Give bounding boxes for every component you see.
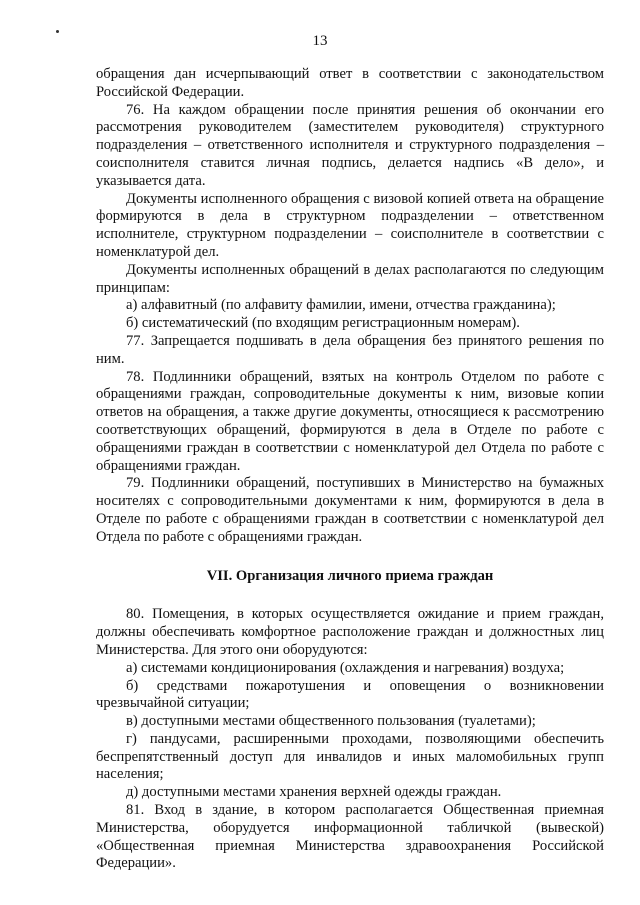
paragraph: 77. Запрещается подшивать в дела обращения без принятого решения по ним. — [96, 332, 604, 367]
paragraph: 80. Помещения, в которых осуществляется ожидание и прием граждан, должны обеспечивать комфортное расположение граждан и должностных лиц Министерства. Для этого они оборудуются: — [96, 606, 604, 658]
paragraph: а) системами кондиционирования (охлаждения и нагревания) воздуха; — [126, 659, 565, 676]
paragraph: г) пандусами, расширенными проходами, позволяющими обеспечить беспрепятственный доступ для инвалидов и иных маломобильных групп населения; — [96, 730, 604, 783]
page-number: 13 — [312, 33, 328, 49]
paragraphs-before — [96, 66, 604, 547]
paragraphs-after — [96, 606, 604, 873]
paragraph: д) доступными местами хранения верхней одежды граждан. — [126, 784, 502, 801]
paragraph: 78. Подлинники обращений, взятых на контроль Отделом по работе с обращениями граждан, сопроводительные документы к ним, визовые копии ответов на обращения, а также другие документы, относящиеся к рассмотрению соответствующих обращений, формируются в дела в Отделе по работе с обращениями граждан в соответствии с номенклатурой дел Отдела по работе с обращениями граждан. — [96, 368, 604, 474]
paragraph: 79. Подлинники обращений, поступивших в Министерство на бумажных носителях с сопроводительными документами к ним, формируются в дела в Отделе по работе с обращениями граждан в соответствии с номенклатурой дел Отдела по работе с обращениями граждан. — [96, 475, 604, 545]
paragraph: 76. На каждом обращении после принятия решения об окончании его рассмотрения руководителем (заместителем руководителя) структурного подразделения – ответственного исполнителя и структурного подразделения – соисполнителя ставится личная подпись, делается надпись «В дело», и указывается дата. — [96, 101, 604, 189]
paragraph: в) доступными местами общественного пользования (туалетами); — [126, 713, 536, 730]
paragraph: обращения дан исчерпывающий ответ в соответствии с законодательством Российской Федерации. — [96, 66, 604, 100]
paragraph: 81. Вход в здание, в котором располагается Общественная приемная Министерства, оборудуется информационной табличкой (вывеской) «Общественная приемная Министерства здравоохранения Российской Федерации». — [96, 802, 604, 872]
paragraph: Документы исполненного обращения с визовой копией ответа на обращение формируются в дела в структурном подразделении – ответственном исполнителе, структурном подразделении – соисполнителе в соответствии с номенклатурой дел. — [96, 190, 604, 260]
document-body — [96, 66, 604, 873]
paragraph: б) средствами пожаротушения и оповещения о возникновении чрезвычайной ситуации; — [96, 677, 604, 712]
paragraph: Документы исполненных обращений в делах располагаются по следующим принципам: — [96, 261, 604, 296]
paragraph: а) алфавитный (по алфавиту фамилии, имени, отчества гражданина); — [126, 297, 556, 314]
section-heading: VII. Организация личного приема граждан — [206, 567, 494, 584]
paragraph: б) систематический (по входящим регистрационным номерам). — [126, 315, 520, 332]
